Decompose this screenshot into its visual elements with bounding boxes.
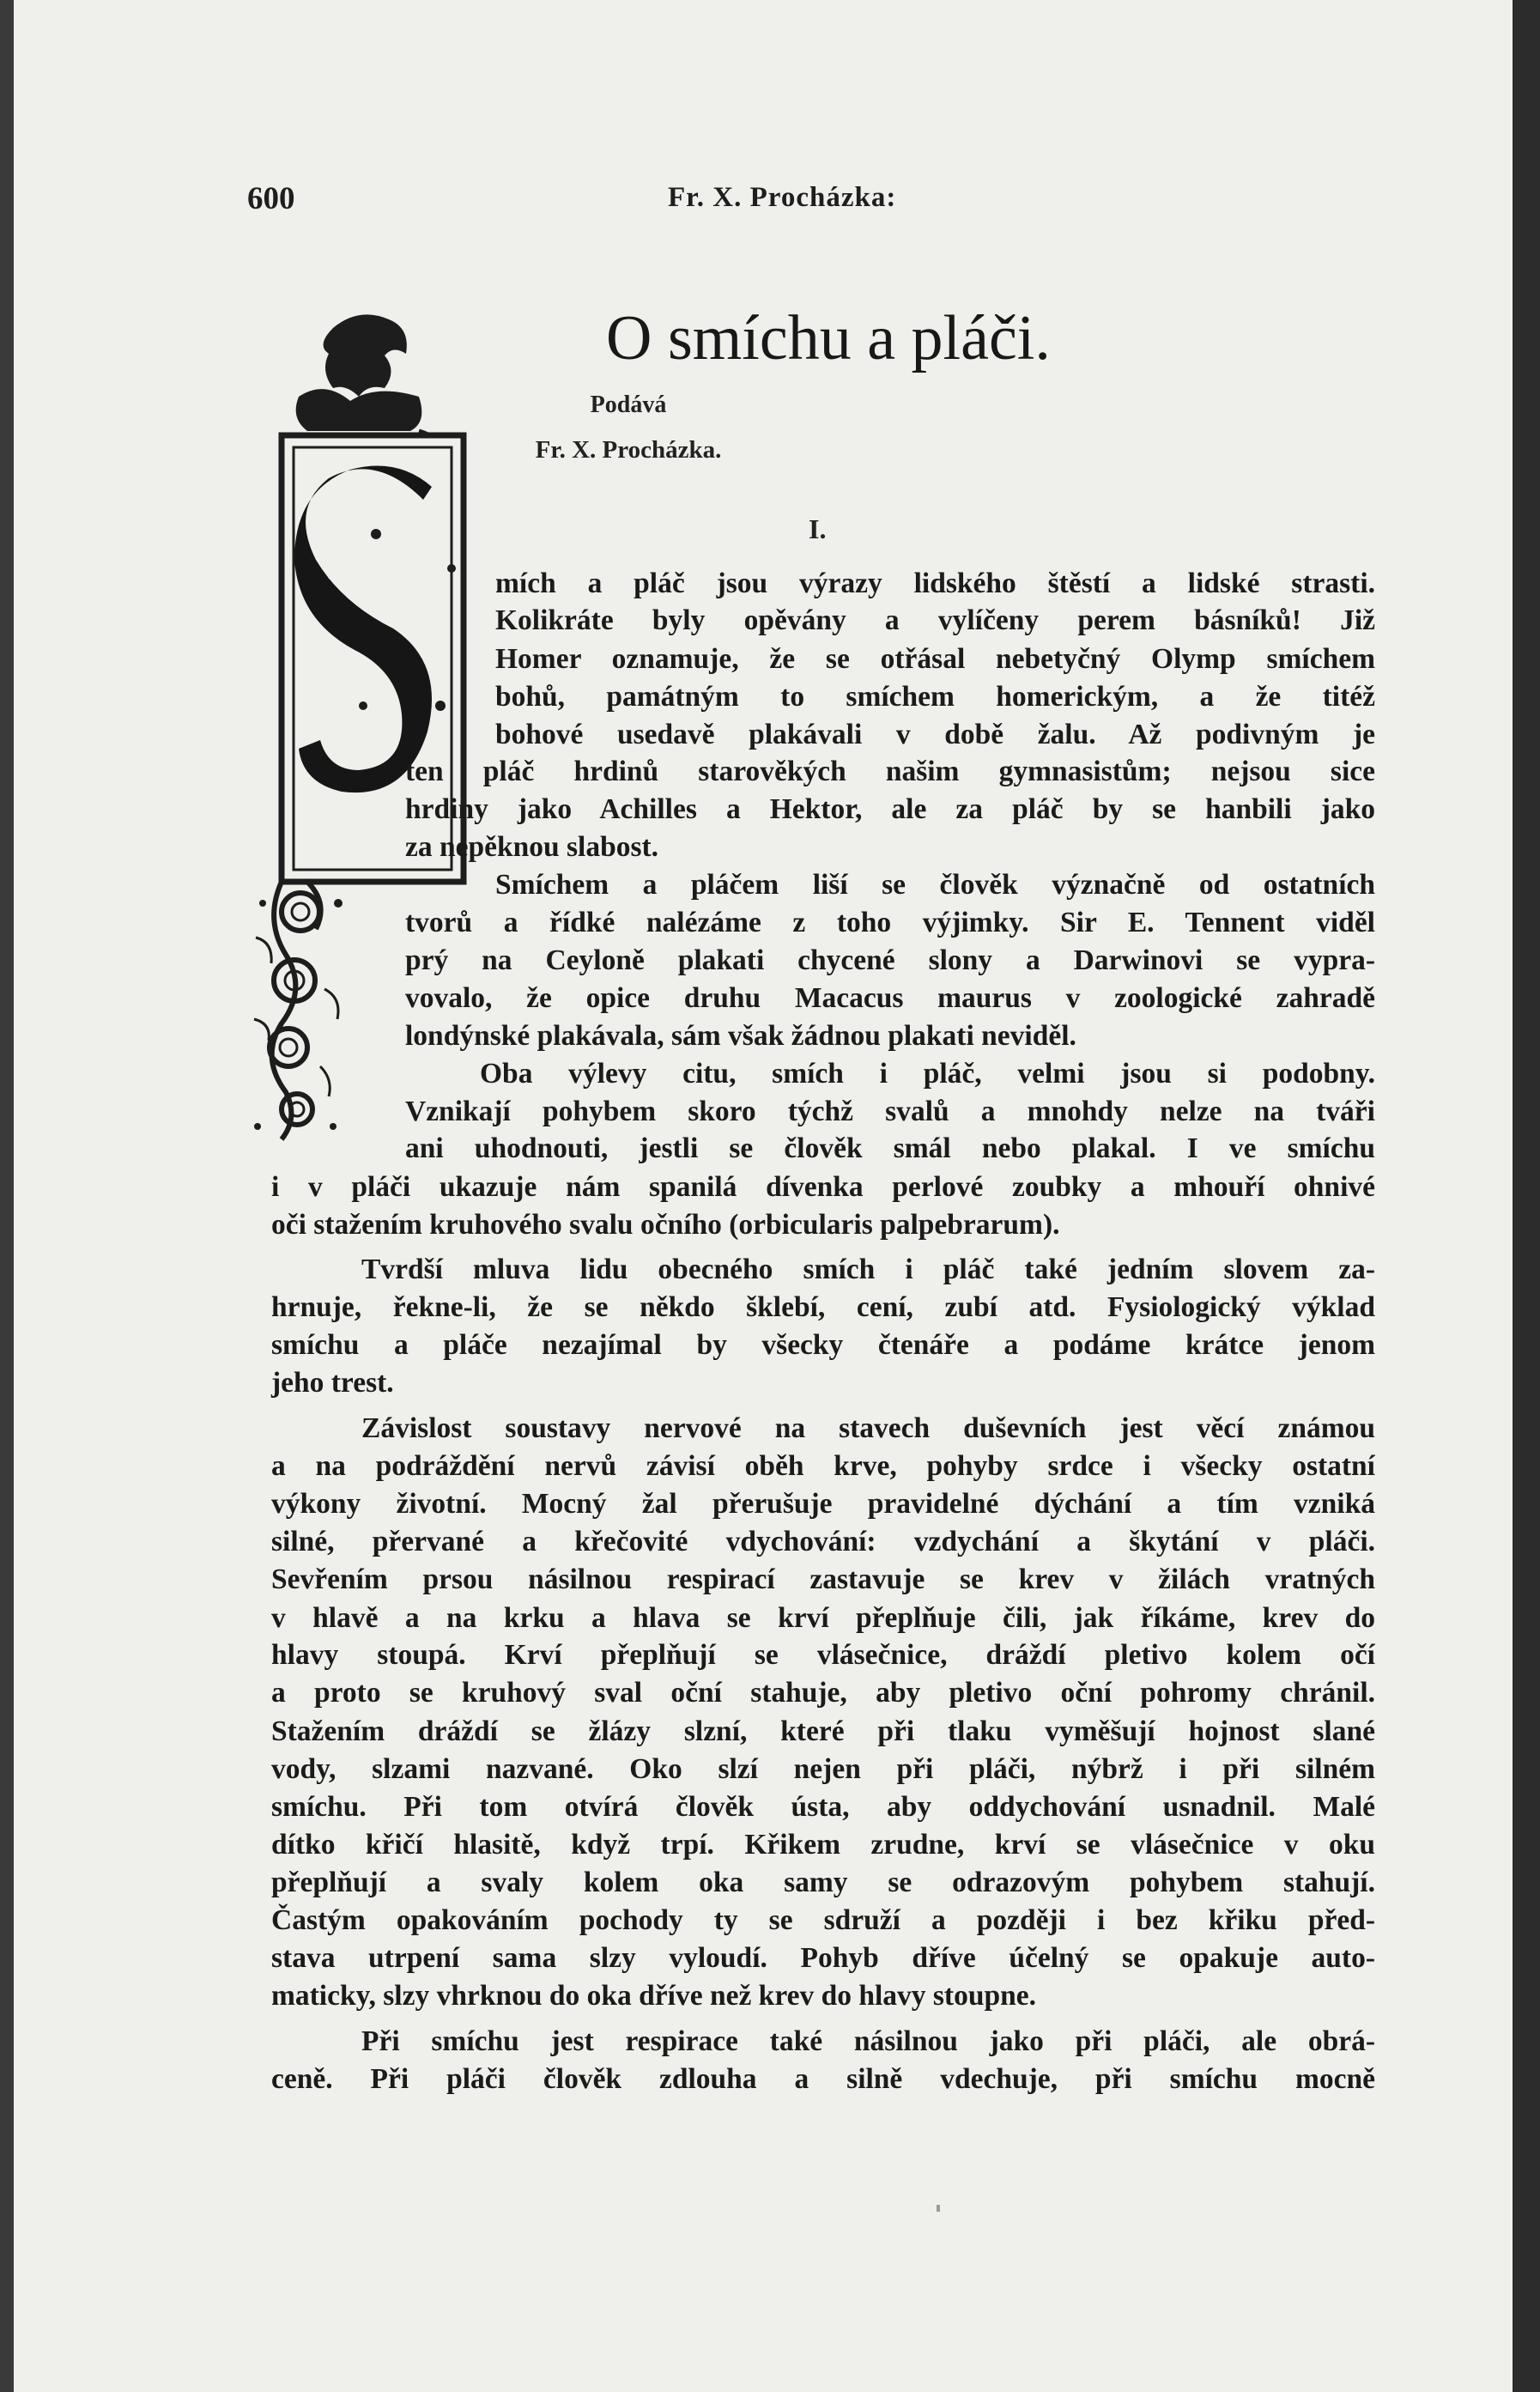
text-line: vody, slzami nazvané. Oko slzí nejen při pláči, nýbrž i při silném: [271, 1753, 1375, 1785]
running-title: Fr. X. Procházka:: [668, 182, 897, 213]
text-line: Oba výlevy citu, smích i pláč, velmi jsou si podobny.: [480, 1058, 1375, 1090]
text-line: bohů, památným to smíchem homerickým, a že titéž: [495, 681, 1375, 713]
text-line: tvorů a řídké nalézáme z toho výjimky. Sir E. Tennent viděl: [405, 907, 1375, 938]
text-line: ten pláč hrdinů starověkých našim gymnasistům; nejsou sice: [405, 756, 1375, 787]
article-title: O smíchu a pláči.: [606, 303, 1051, 373]
text-line: výkony životní. Mocný žal přerušuje pravidelné dýchání a tím vzniká: [271, 1488, 1375, 1520]
running-head: [14, 180, 1513, 215]
text-line: ceně. Při pláči člověk zdlouha a silně vdechuje, při smíchu mocně: [271, 2063, 1375, 2095]
scan-border-right: [1513, 0, 1540, 2392]
text-line: smíchu. Při tom otvírá člověk ústa, aby oddychování usnadnil. Malé: [271, 1791, 1375, 1823]
text-line: Homer oznamuje, že se otřásal nebetyčný Olymp smíchem: [495, 643, 1375, 675]
text-line: přeplňují a svaly kolem oka samy se odrazovým pohybem stahují.: [271, 1867, 1375, 1898]
text-line: smíchu a pláče nezajímal by všecky čtenáře a podáme krátce jenom: [271, 1329, 1375, 1361]
byline-author: Fr. X. Procházka.: [535, 436, 722, 464]
text-line: hlavy stoupá. Krví přeplňují se vlásečnice, dráždí pletivo kolem očí: [271, 1639, 1375, 1671]
text-line: londýnské plakávala, sám však žádnou plakati neviděl.: [405, 1020, 1076, 1052]
chapter-number: I.: [809, 513, 827, 544]
text-line: ani uhodnouti, jestli se člověk smál nebo plakal. I ve smíchu: [405, 1132, 1375, 1164]
text-line: bohové usedavě plakávali v době žalu. Až podivným je: [495, 719, 1375, 750]
text-line: oči stažením kruhového svalu očního (orbicularis palpebrarum).: [271, 1209, 1060, 1241]
text-line: Smíchem a pláčem liší se člověk význačně od ostatních: [495, 869, 1375, 901]
text-line: Častým opakováním pochody ty se sdruží a později i bez křiku před-: [271, 1904, 1375, 1936]
text-line: stava utrpení sama slzy vyloudí. Pohyb dříve účelný se opakuje auto-: [271, 1942, 1375, 1974]
text-line: Závislost soustavy nervové na stavech duševních jest věcí známou: [361, 1412, 1375, 1444]
text-line: jeho trest.: [271, 1367, 394, 1399]
text-line: i v pláči ukazuje nám spanilá dívenka perlové zoubky a mhouří ohnivé: [271, 1171, 1375, 1203]
text-line: Vznikají pohybem skoro týchž svalů a mnohdy nelze na tváři: [405, 1096, 1375, 1127]
book-page: [14, 0, 1513, 2392]
text-line: hrnuje, řekne-li, že se někdo šklebí, cení, zubí atd. Fysiologický výklad: [271, 1291, 1375, 1323]
text-line: Stažením dráždí se žlázy slzní, které při tlaku vyměšují hojnost slané: [271, 1715, 1375, 1747]
text-line: prý na Ceyloně plakati chycené slony a Darwinovi se vypra-: [405, 944, 1375, 976]
text-line: dítko křičí hlasitě, když trpí. Křikem zrudne, krví se vlásečnice v oku: [271, 1829, 1375, 1861]
text-line: maticky, slzy vhrknou do oka dříve než krev do hlavy stoupne.: [271, 1980, 1036, 2012]
text-line: hrdiny jako Achilles a Hektor, ale za pláč by se hanbili jako: [405, 793, 1375, 825]
text-line: Sevřením prsou násilnou respirací zastavuje se krev v žilách vratných: [271, 1563, 1375, 1595]
text-line: v hlavě a na krku a hlava se krví přeplňuje čili, jak říkáme, krev do: [271, 1602, 1375, 1634]
page-number: 600: [247, 181, 295, 216]
page-speck: [937, 2205, 940, 2212]
text-line: silné, přervané a křečovité vdychování: vzdychání a škytání v pláči.: [271, 1526, 1375, 1557]
text-line: Kolikráte byly opěvány a vylíčeny perem básníků! Již: [495, 604, 1375, 636]
text-line: Při smíchu jest respirace také násilnou jako při pláči, ale obrá-: [361, 2025, 1375, 2057]
text-line: za nepěknou slabost.: [405, 831, 659, 863]
text-line: a proto se kruhový sval oční stahuje, aby pletivo oční pohromy chránil.: [271, 1677, 1375, 1709]
text-line: mích a pláč jsou výrazy lidského štěstí a lidské strasti.: [495, 568, 1375, 599]
text-line: a na podráždění nervů závisí oběh krve, pohyby srdce i všecky ostatní: [271, 1450, 1375, 1482]
scan-border-left: [0, 0, 14, 2392]
byline-label: Podává: [590, 392, 667, 418]
text-line: Tvrdší mluva lidu obecného smích i pláč také jedním slovem za-: [361, 1254, 1375, 1285]
text-line: vovalo, že opice druhu Macacus maurus v zoologické zahradě: [405, 982, 1375, 1014]
